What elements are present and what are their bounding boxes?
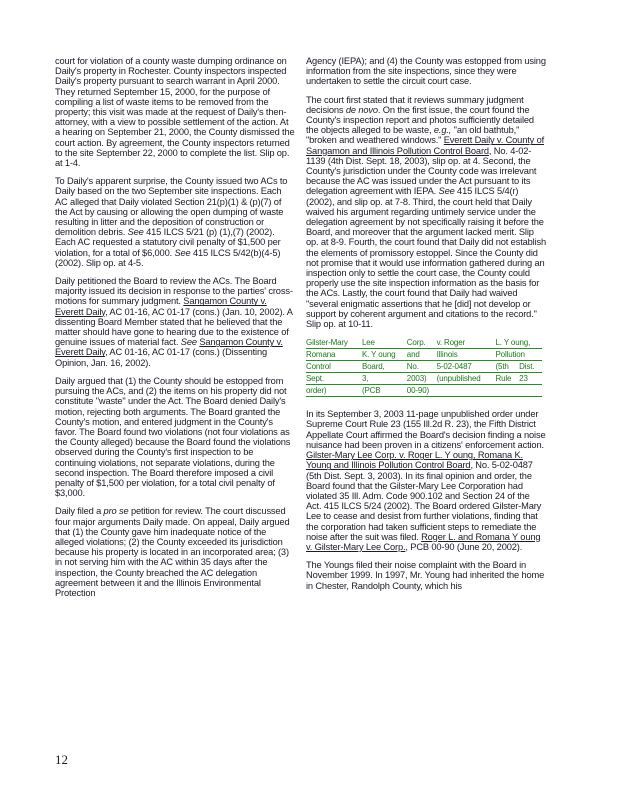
paragraph-board-review — [55, 276, 295, 368]
text-run: 415 ILCS 5/42(b)(4-5) (2002). Slip op. at 4-5. — [55, 247, 281, 268]
text-run: 415 ILCS 5/21 (p) (1),(7) (2002). Each AC requested a statutory civil penalty of $1,500 per violation, for a total of $6,000. — [55, 227, 281, 258]
table-cell: Board, — [362, 361, 407, 373]
table-row — [306, 385, 542, 397]
text-run: petition for review. The court discussed four major arguments Daily made. On appeal, Daily argued that (1) the County gave him inadequate notice of the alleged violations; (2) the County exceeded its jurisdiction because his property is located in an incorporated area; (3) in not serving him with the AC within 35 days after the inspection, the County breached the AC delegation agreement between it and the Illinois Environmental Protection — [55, 506, 290, 598]
case-citation-link[interactable]: Gilster-Mary Lee Corp. v. Roger L. Y oung, Romana K. Young and Illinois Pollution Control Board — [306, 450, 523, 471]
latin-term: pro se — [103, 506, 129, 517]
table-cell: Illinois — [437, 349, 496, 361]
table-cell: Dist. — [519, 361, 542, 373]
table-cell: Sept. — [306, 373, 362, 385]
latin-term: de novo — [345, 104, 378, 115]
table-cell: (unpublished — [437, 373, 496, 385]
text-run: Daily filed a — [55, 506, 102, 517]
table-cell: 23 — [519, 373, 542, 385]
table-cell — [496, 385, 520, 397]
text-run: court for violation of a county waste dumping ordinance on Daily's property in Rochester. County inspectors inspected Daily's property pursuant to search warrant in April 2000. They returned September 15, 2000, for the purpose of compiling a list of waste items to be removed from the property; this visit was made at the request of Daily's then-attorney, with a view to possible settlement of the action. At a hearing on September 21, 2000, the County dismissed the court action. By agreement, the County inspectors returned to the site September 22, 2000 to complete the list. Slip op. at 1-4. — [55, 56, 295, 169]
paragraph-youngs-complaint — [306, 560, 546, 591]
text-run: , No. 4-02-1139 (4th Dist. Sept. 18, 2003), slip op. at 4. Second, the County's jurisdiction under the County code was irrelevant because the AC was issued under the Act pursuant to its delegation agreement with IEPA. — [306, 145, 537, 197]
text-run: "an old bathtub," "broken and weathered windows." — [306, 125, 520, 146]
table-cell: Gilster-Mary — [306, 337, 362, 349]
right-column — [306, 56, 546, 599]
case-citation-link[interactable]: Everett Daily v. County of Sangamon and Illinois Pollution Control Board — [306, 135, 545, 156]
text-run: . On the first issue, the court found the County's inspection report and photos sufficiently detailed the objects alleged to be waste, — [306, 104, 534, 136]
table-cell: 2003) — [407, 373, 437, 385]
table-row — [306, 349, 542, 361]
text-run: Daily petitioned the Board to review the ACs. The Board majority issued its decision in response to the parties' cross-motions for summary judgment. — [55, 276, 293, 307]
page-number: 12 — [55, 752, 68, 767]
table-cell: (5th — [496, 361, 520, 373]
table-cell: v. Roger — [437, 337, 496, 349]
table-cell: order) — [306, 385, 362, 397]
table-cell: Corp. — [407, 337, 437, 349]
text-run: Agency (IEPA); and (4) the County was estopped from using information from the site inspections, since they were undertaken to settle the circuit court case. — [306, 56, 546, 87]
citation-signal: See — [127, 227, 144, 238]
text-run: , AC 01-16, AC 01-17 (cons.) (Dissenting Opinion, Jan. 16, 2002). — [55, 347, 268, 368]
text-run: , PCB 00-90 (June 20, 2002). — [405, 541, 523, 552]
table-row — [306, 361, 542, 373]
case-citation-link[interactable]: Sangamon County v. Everett Daily — [55, 337, 283, 358]
latin-term: e.g., — [433, 125, 452, 136]
text-run: To Daily's apparent surprise, the County issued two ACs to Daily based on the two September site inspections. Each AC alleged that Daily violated Section 21(p)(1) & (p)(7) of the Act by causing or allowing the open dumping of waste resulting in litter and the deposition of construction or demolition debris. — [55, 176, 288, 238]
table-cell: L. Y oung, — [496, 337, 543, 349]
table-cell: (PCB — [362, 385, 407, 397]
text-run: The court first stated that it reviews summary judgment decisions — [306, 94, 524, 115]
citation-signal: See — [438, 186, 455, 197]
table-cell: Pollution — [496, 349, 543, 361]
case-citation-link[interactable]: Sangamon County v. Everett Daily — [55, 296, 267, 317]
table-cell: K. Y oung — [362, 349, 407, 361]
table-row — [306, 337, 542, 349]
citation-signal: See — [174, 247, 191, 258]
paragraph-daily-background — [55, 56, 295, 168]
table-cell: and — [407, 349, 437, 361]
table-cell — [519, 385, 542, 397]
text-run: Daily argued that (1) the County should be estopped from pursuing the ACs, and (2) the items on his property did not constitute "waste" under the Act. The Board denied Daily's motion, rejecting both arguments. The Board granted the County's motion, and entered judgment in the County's favor. The Board found two violations (not four violations as the County alleged) because the Board found the violations observed during the County's first inspection to be continuing violations, not separate violations, during the second inspection. The Board therefore imposed a civil penalty of $1,500 per violation, for a total civil penalty of $3,000. — [55, 375, 291, 499]
table-row — [306, 373, 542, 385]
text-run: In its September 3, 2003 11-page unpublished order under Supreme Court Rule 23 (155 Ill.2d R. 23), the Fifth District Appellate Court affirmed the Board's decision finding a noise nuisance had been proven in a citizens' enforcement action. — [306, 409, 546, 450]
paragraph-iepa-continuation — [306, 56, 546, 87]
text-run: , No. 5-02-0487 (5th Dist. Sept. 3, 2003). In its final opinion and order, the Board found that the Gilster-Mary Lee Corporation had violated 35 Ill. Adm. Code 900.102 and Section 24 of the Act. 415 ILCS 5/24 (2002). The Board ordered Gilster-Mary Lee to cease and desist from further violations, finding that the corporation had taken sufficient steps to remediate the noise after the suit was filed. — [306, 460, 542, 542]
table-cell — [437, 385, 496, 397]
paragraph-court-review — [306, 95, 546, 330]
paragraph-daily-arguments — [55, 376, 295, 498]
paragraph-gilster-order — [306, 409, 546, 552]
case-heading-table — [306, 337, 542, 397]
text-run: , AC 01-16, AC 01-17 (cons.) (Jan. 10, 2002). A dissenting Board Member stated that he believed that the matter should have gone to hearing due to the existence of genuine issues of material fact. — [55, 306, 293, 348]
table-cell: Romana — [306, 349, 362, 361]
text-run: The Youngs filed their noise complaint with the Board in November 1999. In 1997, Mr. Young had inherited the home in Chester, Randolph County, which his — [306, 560, 545, 591]
citation-signal: See — [180, 337, 197, 348]
case-citation-link[interactable]: Roger L. and Romana Y oung v. Gilster-Mary Lee Corp. — [306, 531, 541, 552]
text-run: 415 ILCS 5/4(r) (2002), and slip op. at 7-8. Third, the court held that Daily waived his argument regarding untimely service under the delegation agreement by not specifically raising it before the Board, and moreover that the argument lacked merit. Slip op. at 8-9. Fourth, the court found that Daily did not establish the elements of promissory estoppel. Since the County did not promise that it would use information gathered during an inspection only to settle the court case, the County could properly use the site inspection information as the basis for the ACs. Lastly, the court found that Daily had waived "several enigmatic assertions that he [did] not develop or support by coherent argument and citations to the record." Slip op. at 10-11. — [306, 186, 547, 330]
left-column — [55, 56, 295, 606]
table-cell: No. — [407, 361, 437, 373]
table-cell: Lee — [362, 337, 407, 349]
table-cell: Control — [306, 361, 362, 373]
table-cell: Rule — [496, 373, 520, 385]
paragraph-county-acs — [55, 176, 295, 268]
table-cell: 5-02-0487 — [437, 361, 496, 373]
table-cell: 3, — [362, 373, 407, 385]
paragraph-petition-review — [55, 506, 295, 598]
table-cell: 00-90) — [407, 385, 437, 397]
